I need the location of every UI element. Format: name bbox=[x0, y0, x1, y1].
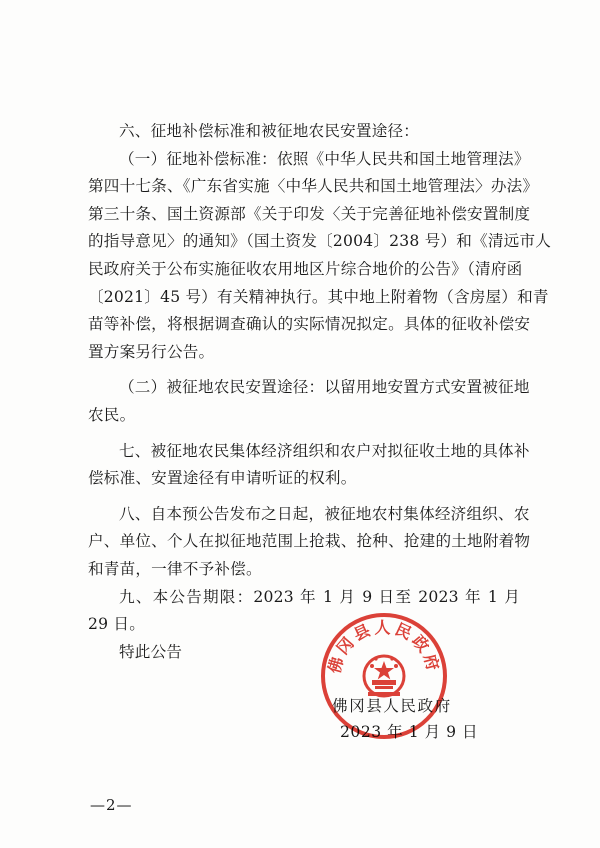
text-line: 偿标准、安置途径有申请听证的权利。 bbox=[88, 469, 357, 488]
official-seal-icon bbox=[318, 610, 450, 742]
issuer-signature: 佛冈县人民政府 bbox=[332, 697, 452, 715]
text-line: （二）被征地农民安置途径：以留用地安置方式安置被征地 bbox=[119, 378, 530, 397]
text-line: 和青苗，一律不予补偿。 bbox=[88, 559, 262, 578]
section-6-item-1 bbox=[88, 146, 552, 367]
text-line: 第三十条、国土资源部《关于印发〈关于完善征地补偿安置制度 bbox=[88, 204, 531, 223]
text-line: 置方案另行公告。 bbox=[88, 342, 215, 361]
text-line: 七、被征地农民集体经济组织和农户对拟征收土地的具体补 bbox=[119, 441, 530, 460]
national-emblem-icon bbox=[364, 656, 404, 696]
section-6-item-2 bbox=[88, 374, 530, 429]
text-line: 户、单位、个人在拟征地范围上抢栽、抢种、抢建的土地附着物 bbox=[88, 532, 531, 551]
section-8 bbox=[88, 501, 531, 584]
text-line: 农民。 bbox=[88, 405, 136, 424]
seal-arc-text: 佛冈县人民政府 bbox=[324, 617, 444, 676]
signature-date: 2023 年 1 月 9 日 bbox=[340, 723, 479, 741]
text-line: 第四十七条、《广东省实施〈中华人民共和国土地管理法〉办法》 bbox=[88, 177, 539, 196]
text-line: 八、自本预公告发布之日起，被征地农村集体经济组织、农 bbox=[119, 504, 530, 523]
text-line: 的指导意见〉的通知》（国土资发〔2004〕238 号）和《清远市人 bbox=[88, 232, 552, 251]
text-line: 苗等补偿，将根据调查确认的实际情况拟定。具体的征收补偿安 bbox=[88, 315, 531, 334]
text-line: 〔2021〕45 号）有关精神执行。其中地上附着物（含房屋）和青 bbox=[88, 287, 549, 306]
text-line: 民政府关于公布实施征收农用地区片综合地价的公告》（清府函 bbox=[88, 259, 523, 278]
document-body bbox=[88, 118, 552, 666]
section-7 bbox=[88, 438, 530, 493]
section-9: 九、本公告期限：2023 年 1 月 9 日至 2023 年 1 月 29 日。 bbox=[88, 587, 520, 634]
section-6-heading: 六、征地补偿标准和被征地农民安置途径： bbox=[119, 122, 420, 140]
closing-phrase: 特此公告 bbox=[119, 642, 183, 661]
page-number: —2— bbox=[90, 796, 133, 814]
text-line: （一）征地补偿标准：依照《中华人民共和国土地管理法》 bbox=[119, 149, 530, 168]
